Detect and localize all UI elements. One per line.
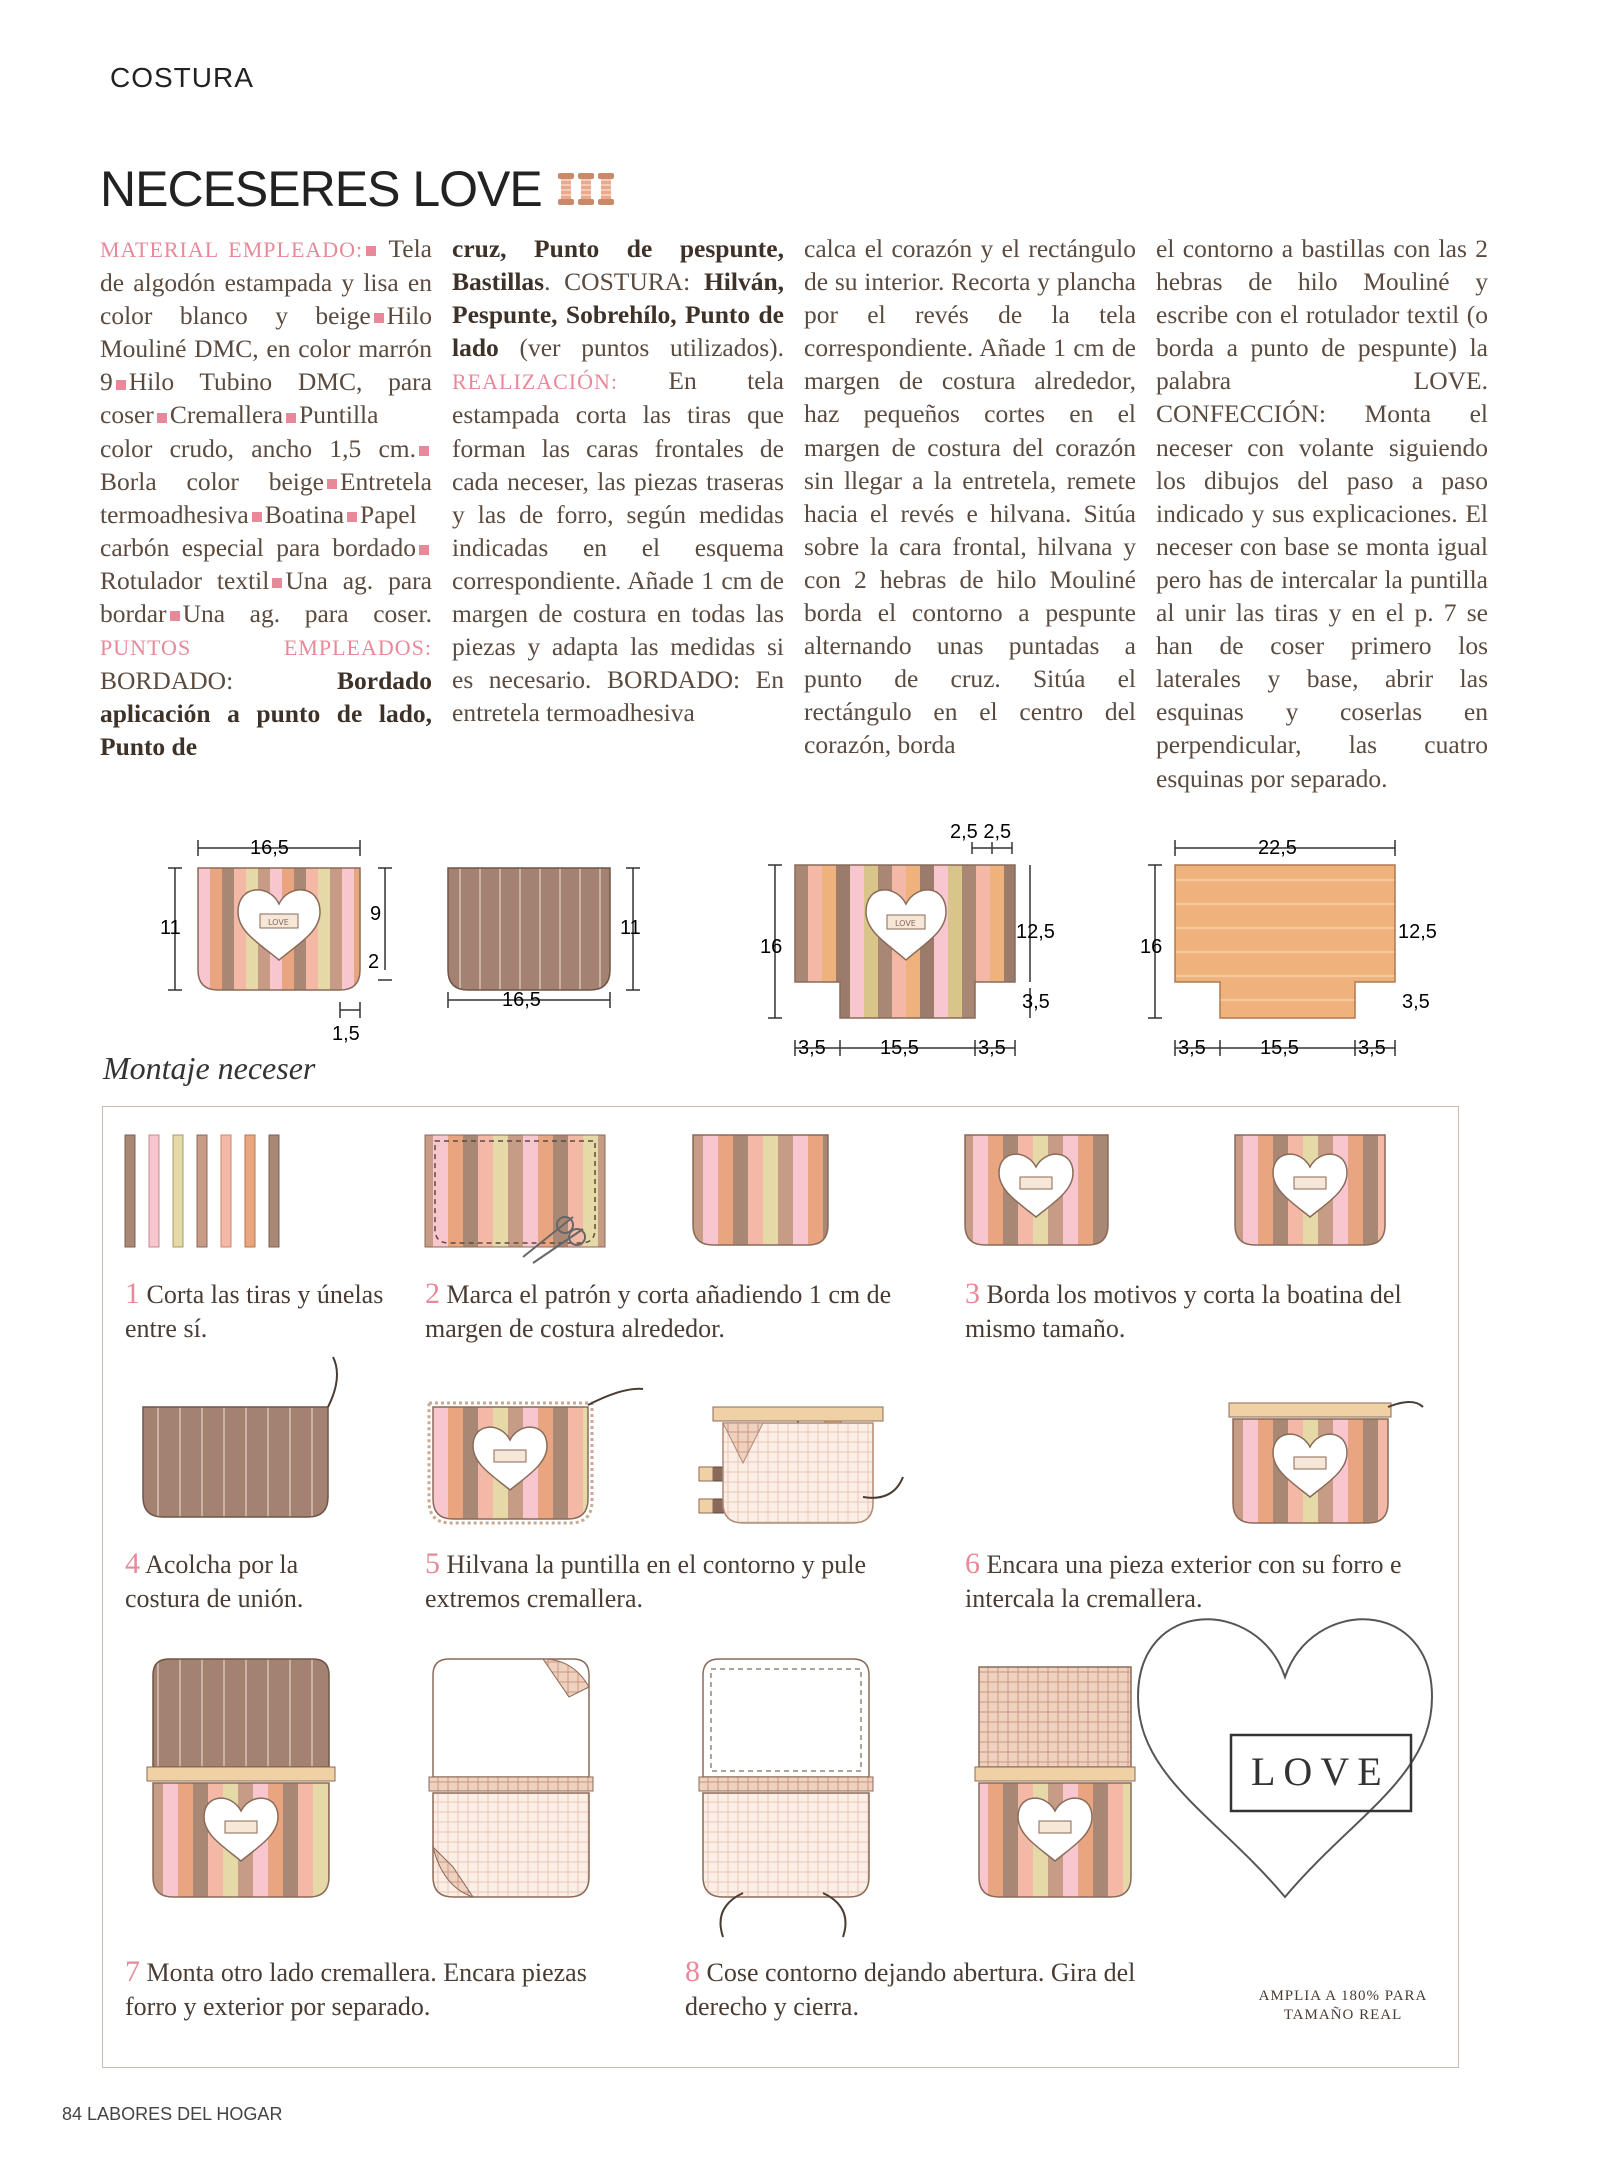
dimension-label: 2,5 2,5	[950, 821, 1012, 843]
dimension-label: 2	[368, 951, 380, 973]
step-number: 2	[425, 1277, 440, 1310]
puntos-bold: Bordado aplicación a punto de lado, Punto de	[100, 666, 432, 762]
diagram-base-lining	[1140, 837, 1437, 1059]
dimension-label: 16	[1140, 936, 1163, 958]
section-label: COSTURA	[110, 62, 254, 93]
dimension-label: 3,5	[798, 1037, 826, 1059]
step-text: Marca el patrón y corta añadiendo 1 cm de margen de costura alrededor.	[425, 1280, 892, 1343]
material-label: MATERIAL EMPLEADO:	[100, 237, 364, 262]
puntos-label: PUNTOS EMPLEADOS:	[100, 635, 432, 661]
step-text: Corta las tiras y únelas entre sí.	[125, 1280, 384, 1343]
spool-icon	[558, 173, 574, 205]
column-3: calca el corazón y el rectángulo de su interior. Recorta y plancha por el revés de la tela correspondiente. Añade 1 cm de margen de costura alrededor, haz pequeños cortes en el margen de costura del corazón sin llegar a la entretela, remete hacia el revés e hilvana. Sitúa sobre la cara frontal, hilvana y con 2 hebras de hilo Mouliné borda el contorno a pespunte alternando unas puntadas a punto de cruz. Sitúa el rectángulo en el centro del corazón, borda	[804, 234, 1136, 760]
material-item: Papel carbón especial para bordado	[100, 499, 417, 562]
puntos-text: BORDADO:	[100, 666, 234, 696]
heart-template	[1138, 1619, 1432, 1897]
material-item: Hilo Tubino DMC, para coser	[100, 367, 432, 430]
step-3	[965, 1277, 1405, 1346]
note-line: TAMAÑO REAL	[1283, 2007, 1403, 2023]
stitch-note: (ver puntos utilizados).	[519, 333, 785, 363]
title-text: NECESERES LOVE	[100, 161, 542, 217]
dimension-label: 16,5	[502, 989, 541, 1011]
dimension-label: 12,5	[1016, 921, 1055, 943]
step7b-illustration	[429, 1659, 593, 1897]
dimension-label: 15,5	[880, 1037, 919, 1059]
column-1	[100, 232, 432, 764]
step-1	[125, 1277, 385, 1346]
diagram-back-piece	[448, 868, 641, 1011]
step7-illustration	[147, 1659, 335, 1897]
dimension-label: 11	[620, 917, 641, 939]
step-number: 8	[685, 1955, 700, 1988]
step3-illustration	[965, 1135, 1108, 1245]
step1-illustration	[125, 1135, 279, 1247]
dimension-label: 12,5	[1398, 921, 1437, 943]
diagram-base-front	[760, 821, 1055, 1059]
step-5	[425, 1547, 905, 1616]
step-8	[685, 1955, 1165, 2024]
material-item: Puntilla color crudo, ancho 1,5 cm.	[100, 400, 416, 463]
step-number: 7	[125, 1955, 140, 1988]
magazine-name: LABORES DEL HOGAR	[87, 2104, 283, 2124]
step8-illustration	[699, 1659, 873, 1937]
page-footer	[62, 2104, 282, 2125]
step5-illustration	[429, 1389, 643, 1523]
love-label: LOVE	[268, 918, 289, 927]
step8b-illustration	[975, 1667, 1135, 1897]
step3b-illustration	[1235, 1135, 1385, 1245]
steps-panel	[102, 1106, 1459, 2068]
material-item: Tela de algodón estampada y lisa en color blanco y beige	[100, 234, 432, 331]
step-number: 6	[965, 1547, 980, 1580]
material-item: Una ag. para bordar	[100, 565, 432, 629]
step-number: 5	[425, 1547, 440, 1580]
pattern-diagrams	[150, 820, 1437, 1070]
dimension-label: 16	[760, 936, 783, 958]
step-6	[965, 1547, 1405, 1616]
dimension-label: 9	[370, 903, 382, 925]
step6b-illustration	[1229, 1402, 1423, 1523]
material-item: Una ag. para coser.	[182, 599, 432, 629]
realizacion-text: En tela estampada corta las tiras que forman las caras frontales de cada neceser, las piezas traseras y las de forro, según medidas indicadas en el esquema correspondiente. Añade 1 cm de margen de costura en todas las piezas y adapta las medidas si es necesario. BORDADO: En entretela termoadhesiva	[452, 366, 784, 728]
step-text: Borda los motivos y corta la boatina del mismo tamaño.	[965, 1280, 1402, 1343]
material-item: Rotulador textil	[100, 565, 270, 595]
dimension-label: 22,5	[1258, 837, 1297, 859]
step-number: 1	[125, 1277, 140, 1310]
step4-illustration	[143, 1357, 337, 1517]
step2b-illustration	[693, 1135, 828, 1245]
material-item: Cremallera	[169, 400, 284, 430]
spool-icon	[578, 173, 594, 205]
dimension-label: 1,5	[332, 1023, 360, 1045]
material-item: Borla color beige	[100, 466, 324, 496]
step-text: Hilvana la puntilla en el contorno y pule extremos cremallera.	[425, 1550, 866, 1613]
dimension-label: 11	[160, 917, 181, 939]
note-line: AMPLIA A 180% PARA	[1258, 1988, 1428, 2004]
spool-icon	[598, 173, 614, 205]
dimension-label: 3,5	[1402, 991, 1430, 1013]
realizacion-label: REALIZACIÓN:	[452, 369, 618, 395]
page-title	[100, 160, 614, 218]
montaje-title: Montaje neceser	[103, 1050, 316, 1086]
step-text: Monta otro lado cremallera. Encara piezas forro y exterior por separado.	[125, 1958, 587, 2021]
spool-icons	[558, 173, 614, 205]
material-item: Hilo Mouliné DMC, en color marrón 9	[100, 301, 432, 397]
dimension-label: 3,5	[978, 1037, 1006, 1059]
stitch-list: cruz, Punto de pespunte, Bastillas	[452, 234, 784, 297]
step-number: 4	[125, 1547, 140, 1580]
material-item: Entretela termoadhesiva	[100, 466, 432, 529]
stitch-list: Hilván, Pespunte, Sobrehílo, Punto de lado	[452, 267, 784, 363]
dimension-label: 3,5	[1178, 1037, 1206, 1059]
heart-word: LOVE	[1251, 1749, 1390, 1794]
column-2	[452, 232, 784, 729]
step-number: 3	[965, 1277, 980, 1310]
dimension-label: 3,5	[1022, 991, 1050, 1013]
page-number: 84	[62, 2104, 83, 2124]
dimension-label: 3,5	[1358, 1037, 1386, 1059]
step-text: Encara una pieza exterior con su forro e intercala la cremallera.	[965, 1550, 1402, 1613]
step-2	[425, 1277, 905, 1346]
material-item: Boatina	[264, 499, 345, 529]
diagram-front-piece	[160, 837, 392, 1045]
step-text: Acolcha por la costura de unión.	[125, 1550, 304, 1613]
step-4	[125, 1547, 365, 1616]
step-7	[125, 1955, 625, 2024]
dimension-label: 15,5	[1260, 1037, 1299, 1059]
costura-label: . COSTURA:	[544, 267, 691, 297]
step6-illustration	[713, 1407, 903, 1523]
love-label: LOVE	[895, 919, 916, 928]
step-text: Cose contorno dejando abertura. Gira del derecho y cierra.	[685, 1958, 1136, 2021]
step2-illustration	[425, 1135, 605, 1263]
column-4: el contorno a bastillas con las 2 hebras de hilo Mouliné y escribe con el rotulador textil (o borda a punto de pespunte) la palabra LOVE. CONFECCIÓN: Monta el neceser con volante siguiendo los dibujos del paso a paso indicado y sus explicaciones. El neceser con base se monta igual pero has de intercalar la puntilla al unir las tiras y en el p. 7 se han de coser primero los laterales y base, abrir las esquinas y coserlas en perpendicular, las cuatro esquinas por separado.	[1156, 234, 1488, 793]
enlarge-note	[1243, 1987, 1443, 2025]
dimension-label: 16,5	[250, 837, 289, 859]
text-columns	[100, 232, 1500, 792]
